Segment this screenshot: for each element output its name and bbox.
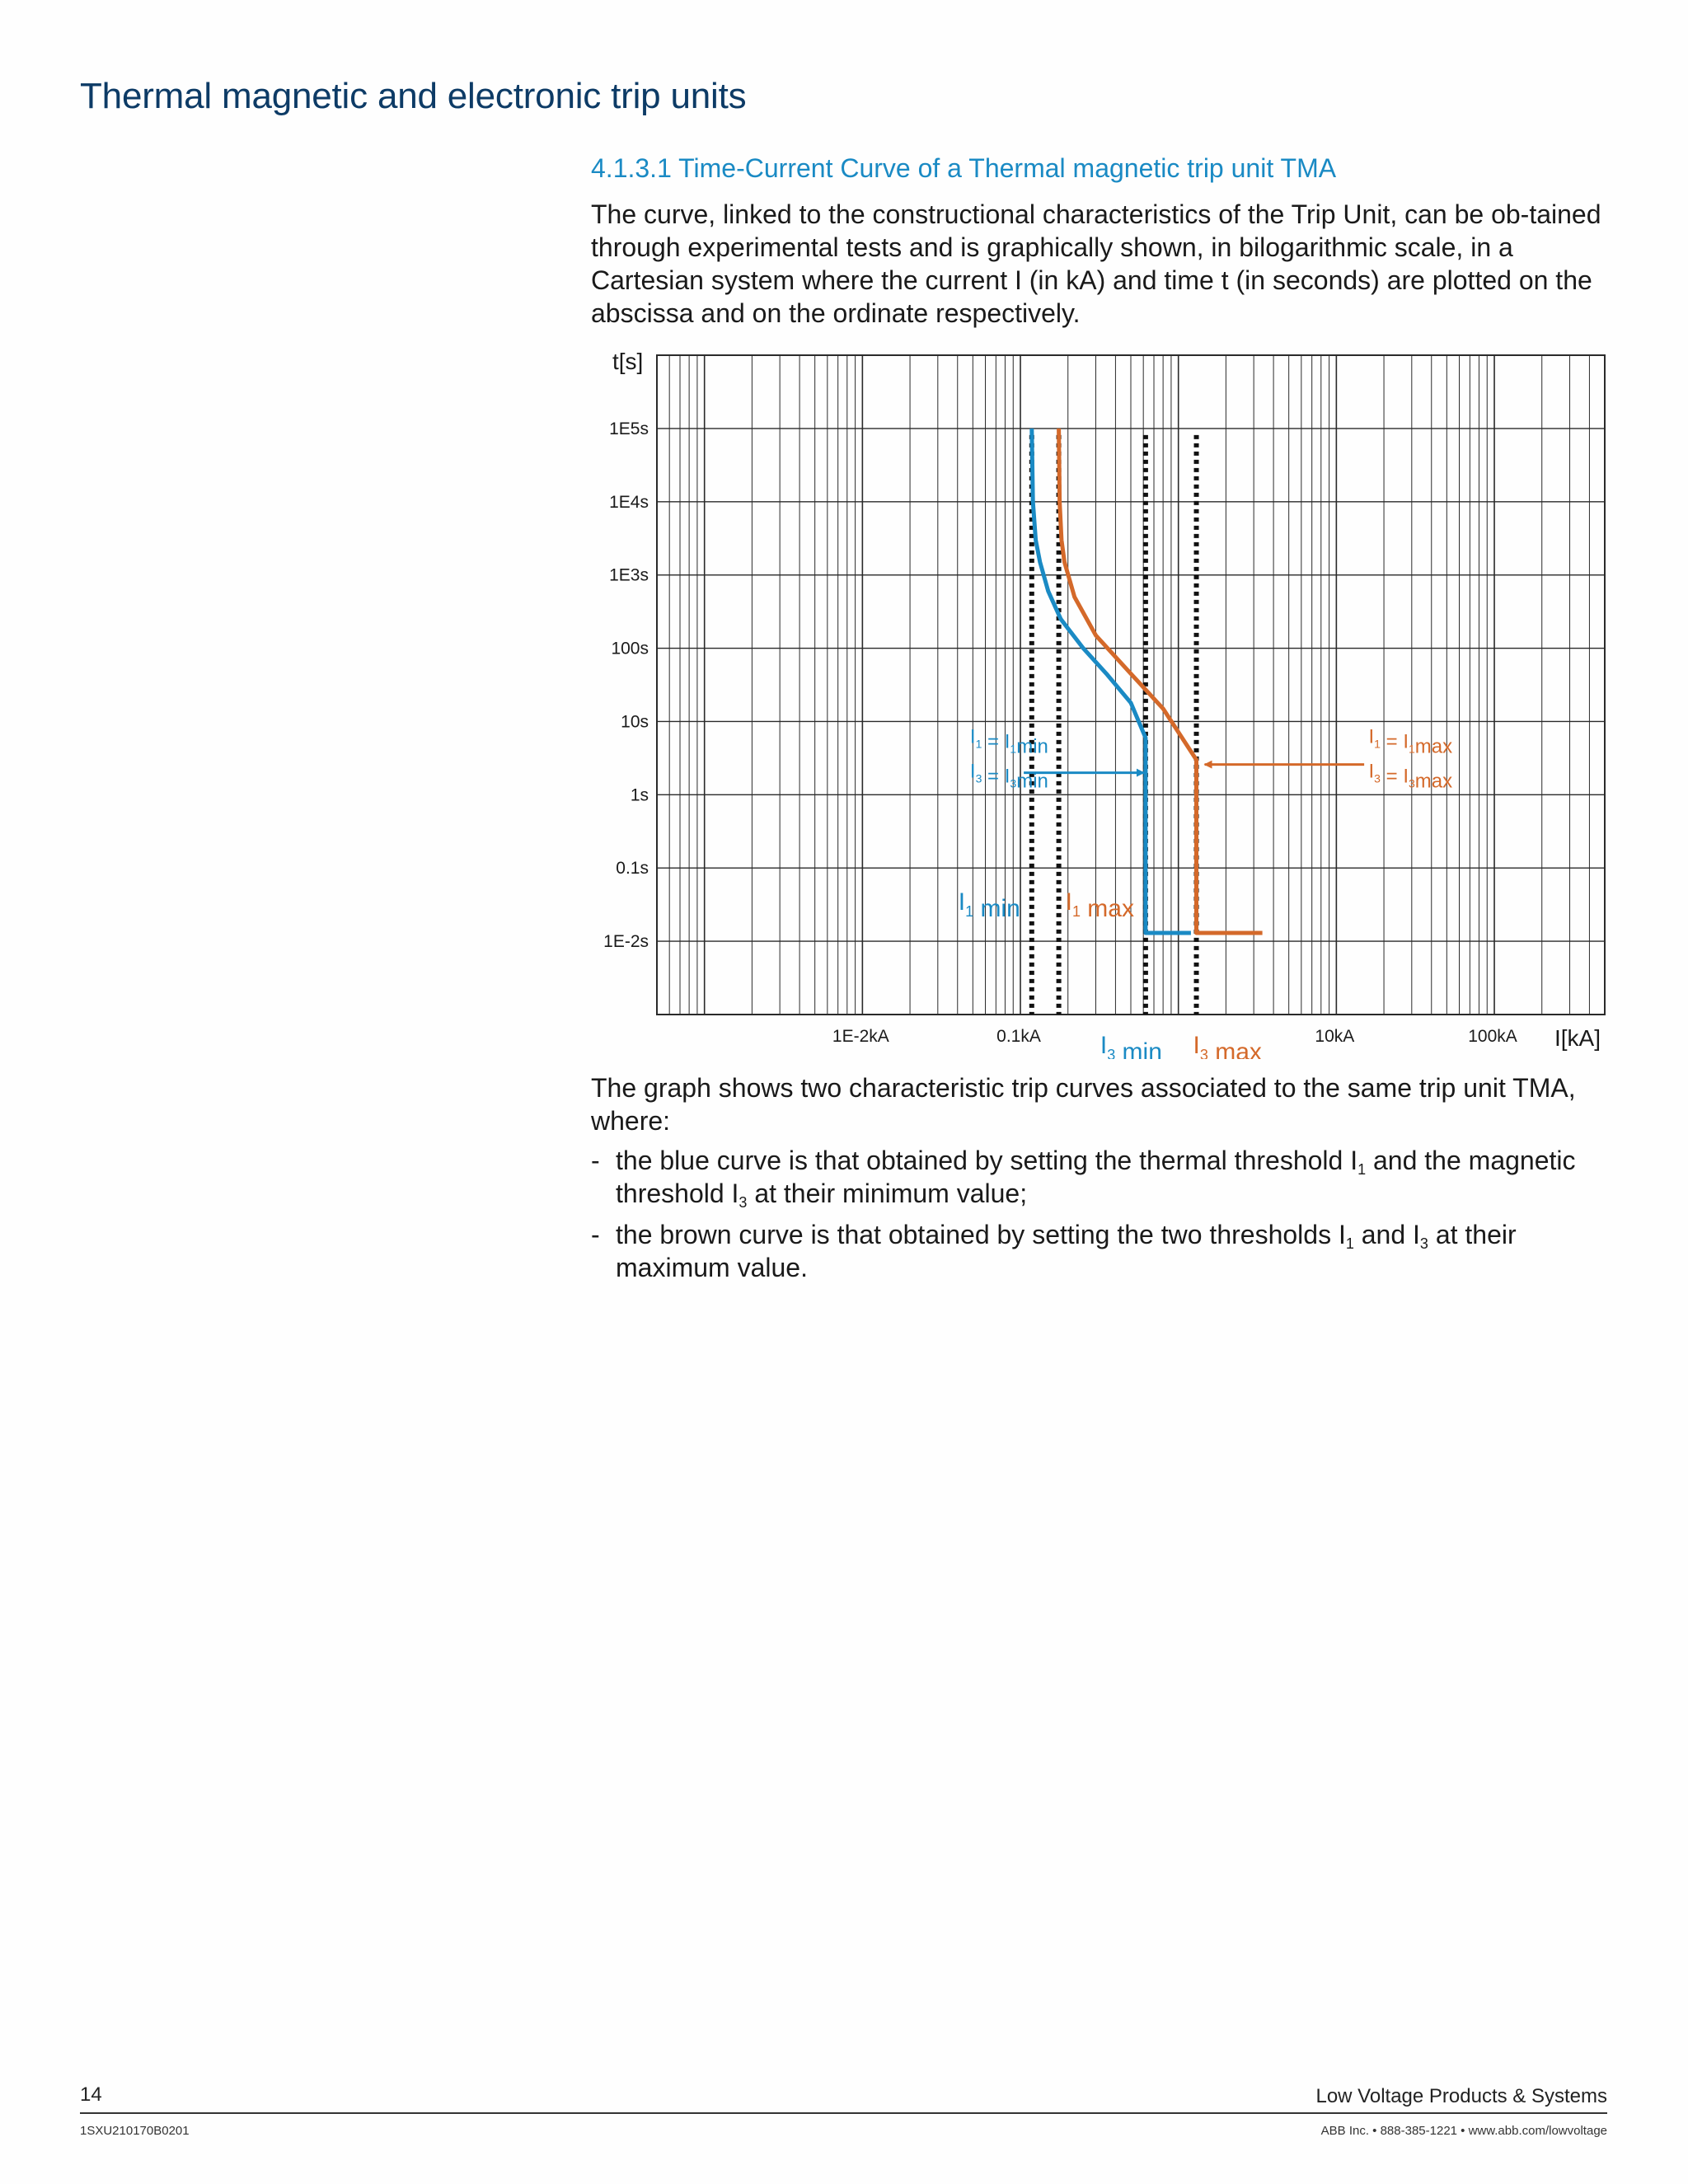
threshold-label: $I_1$ max	[1065, 888, 1134, 922]
x-tick-label: 100kA	[1468, 1027, 1517, 1046]
y-axis-label: t[s]	[612, 349, 644, 374]
y-tick-label: 1E4s	[609, 492, 649, 512]
y-tick-label: 10s	[621, 712, 649, 732]
curve-description-list	[591, 1144, 1605, 1292]
threshold-label: $I_3$ min	[1100, 1032, 1162, 1059]
list-item-brown-curve	[591, 1218, 1605, 1284]
y-tick-label: 1E5s	[609, 419, 649, 438]
annotation-label: $I_1 = I_1\min$	[969, 725, 1048, 758]
list-dash: -	[591, 1220, 600, 1249]
subscript: 3	[738, 1194, 748, 1211]
list-text: the blue curve is that obtained by setting the thermal threshold I	[616, 1146, 1358, 1175]
footer-divider	[80, 2112, 1607, 2114]
body-paragraph: The graph shows two characteristic trip curves associated to the same trip unit TMA, where:	[591, 1073, 1576, 1136]
x-tick-label: 10kA	[1315, 1027, 1355, 1046]
threshold-label: $I_1$ min	[958, 888, 1020, 922]
subsection-title: 4.1.3.1 Time-Current Curve of a Thermal magnetic trip unit TMA	[591, 153, 1337, 183]
intro-paragraph: The curve, linked to the constructional characteristics of the Trip Unit, can be ob-tained through experimental tests and is graphically shown, in bilogarithmic scale, in a Cartesian system where the current I (in kA) and time t (in seconds) are plotted on the abscissa and on the ordinate respectively.	[591, 199, 1601, 328]
x-axis-label: I[kA]	[1554, 1025, 1601, 1051]
subscript: 3	[1419, 1235, 1428, 1252]
section-title: Thermal magnetic and electronic trip units	[80, 76, 747, 116]
list-text: at their minimum value;	[747, 1179, 1028, 1208]
x-tick-label: 0.1kA	[996, 1027, 1041, 1046]
y-tick-label: 1s	[630, 785, 649, 805]
y-tick-label: 1E3s	[609, 565, 649, 585]
list-text: and the magnetic threshold I	[616, 1146, 1576, 1208]
list-dash: -	[591, 1146, 600, 1175]
page-number: 14	[80, 2083, 102, 2106]
publication-name: Low Voltage Products & Systems	[1315, 2085, 1607, 2107]
footer-contact: ABB Inc. • 888-385-1221 • www.abb.com/lowvoltage	[1320, 2124, 1607, 2138]
subscript: 1	[1345, 1235, 1354, 1252]
y-tick-label: 0.1s	[616, 859, 649, 879]
time-current-chart	[577, 334, 1607, 1059]
list-text: at their maximum value.	[616, 1220, 1517, 1282]
y-tick-label: 1E-2s	[603, 932, 649, 952]
annotation-label: $I_3 = I_3\min$	[969, 760, 1048, 793]
trip-curve-series	[1059, 429, 1263, 933]
y-tick-label: 100s	[611, 639, 649, 658]
annotation-label: $I_3 = I_3\max$	[1368, 760, 1453, 793]
document-code: 1SXU210170B0201	[80, 2124, 190, 2138]
list-item-blue-curve	[591, 1144, 1605, 1210]
trip-curve-series	[1032, 429, 1191, 933]
list-text: the brown curve is that obtained by setting the two thresholds I	[616, 1220, 1346, 1249]
subscript: 1	[1357, 1161, 1367, 1178]
threshold-label: $I_3$ max	[1193, 1032, 1262, 1059]
list-text: and I	[1353, 1220, 1420, 1249]
annotation-label: $I_1 = I_1\max$	[1368, 725, 1453, 758]
x-tick-label: 1E-2kA	[832, 1027, 889, 1046]
